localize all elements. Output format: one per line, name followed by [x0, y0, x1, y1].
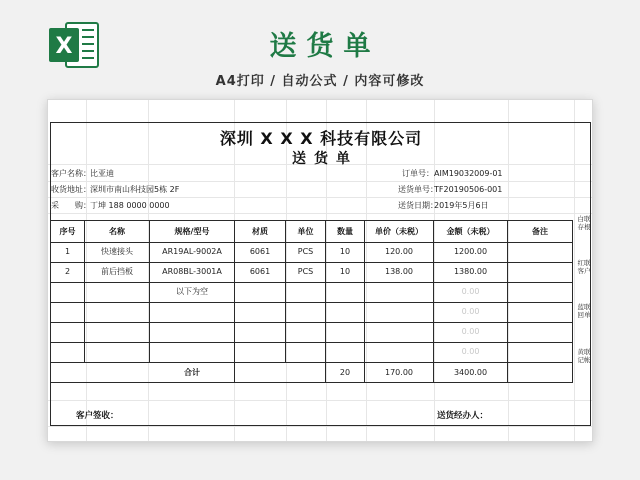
main-title: 送货单 [269, 31, 381, 62]
col-header-spec: 规格/型号 [174, 227, 210, 236]
svg-text:X: X [55, 34, 73, 59]
delivery-no-label: 送货单号： [398, 185, 438, 194]
table-row-1-qty: 10 [339, 247, 351, 256]
table-row-2-no: 2 [64, 267, 71, 276]
table-row-1-name: 快速接头 [101, 247, 133, 256]
copy-label-white: 白联存根 [577, 215, 591, 231]
date-value: 2019年5月6日 [434, 201, 489, 210]
contact-value: 丁坤 188 0000 0000 [90, 201, 170, 210]
empty-amount: 0.00 [461, 347, 480, 356]
total-amount: 3400.00 [453, 368, 488, 377]
copy-label-yellow: 黄联记帐 [577, 348, 591, 364]
order-no-value: AIM19032009-01 [434, 169, 503, 178]
table-row-2-amount: 1380.00 [453, 267, 488, 276]
address-label: 收货地址： [51, 185, 91, 194]
spreadsheet-sheet [47, 99, 593, 442]
table-row-1-unit: PCS [297, 247, 314, 256]
empty-placeholder: 以下为空 [176, 287, 208, 296]
table-row-2-material: 6061 [249, 267, 271, 276]
customer-name-label: 客户名称： [51, 169, 91, 178]
order-no-label: 订单号： [402, 169, 434, 178]
order-no-row [398, 168, 503, 179]
col-header-name: 名称 [109, 227, 125, 236]
empty-amount: 0.00 [461, 327, 480, 336]
sender-sign-label: 送货经办人： [437, 411, 489, 421]
sub-title: A4打印 / 自动公式 / 内容可修改 [215, 74, 425, 89]
contact-row [51, 200, 170, 211]
document-title: 送货单 [292, 151, 358, 167]
date-row [398, 200, 489, 211]
empty-amount: 0.00 [461, 287, 480, 296]
table-row-2-qty: 10 [339, 267, 351, 276]
company-name: 深圳 X X X 科技有限公司 [219, 129, 423, 148]
col-header-note: 备注 [532, 227, 548, 236]
col-header-price: 单价（未税） [375, 227, 423, 236]
banner [0, 0, 640, 100]
date-label: 送货日期： [398, 201, 438, 210]
total-label: 合计 [184, 368, 200, 377]
delivery-no-row [398, 184, 502, 195]
table-row-2-unit: PCS [297, 267, 314, 276]
table-row-2-price: 138.00 [385, 267, 413, 276]
items-table [50, 220, 573, 383]
table-row-1-spec: AR19AL-9002A [162, 247, 222, 256]
address-value: 深圳市南山科技园5栋 2F [90, 185, 180, 194]
col-header-qty: 数量 [337, 227, 353, 236]
customer-sign-label: 客户签收： [76, 411, 119, 421]
table-row-1-no: 1 [64, 247, 71, 256]
total-qty: 20 [339, 368, 351, 377]
contact-label: 采 购： [51, 201, 91, 210]
col-header-amount: 金额（未税） [446, 227, 495, 236]
copy-label-red: 红联客户 [577, 259, 591, 275]
customer-name-value: 比亚迪 [90, 169, 114, 178]
empty-amount: 0.00 [461, 307, 480, 316]
total-price: 170.00 [385, 368, 413, 377]
table-row-1-material: 6061 [249, 247, 271, 256]
col-header-unit: 单位 [297, 227, 314, 236]
table-row-2-name: 前后挡板 [101, 267, 133, 276]
customer-name-row [51, 168, 114, 179]
copy-label-blue: 蓝联回单 [577, 303, 591, 319]
table-row-2-spec: AR08BL-3001A [162, 267, 222, 276]
table-row-1-amount: 1200.00 [453, 247, 488, 256]
address-row [51, 184, 179, 195]
col-header-no: 序号 [59, 227, 76, 236]
col-header-material: 材质 [252, 227, 268, 236]
table-row-1-price: 120.00 [385, 247, 413, 256]
delivery-no-value: TF20190506-001 [434, 185, 503, 194]
